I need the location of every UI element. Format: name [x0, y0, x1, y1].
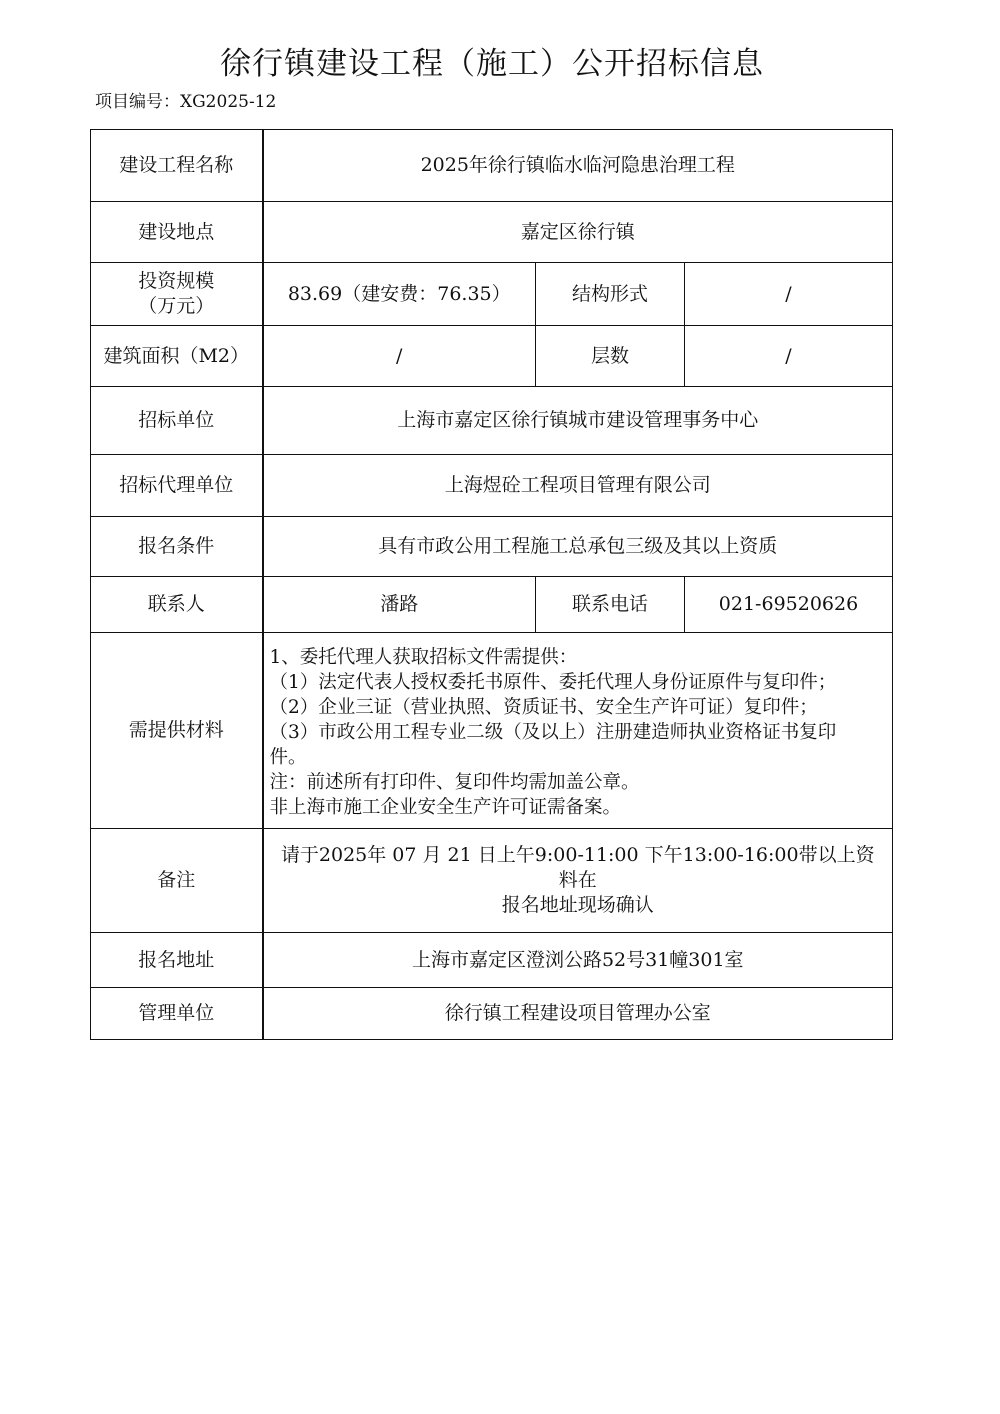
row-project-name [91, 130, 893, 202]
area-value: / [263, 326, 536, 387]
area-label: 建筑面积（M2） [91, 326, 263, 387]
project-number: 项目编号：XG2025-12 [95, 92, 277, 112]
investment-label-line2: （万元） [138, 295, 215, 317]
tender-info-table [90, 129, 893, 1040]
reg-address-value: 上海市嘉定区澄浏公路52号31幢301室 [263, 933, 893, 988]
remarks-text [263, 829, 893, 933]
investment-label [91, 263, 263, 326]
project-name-label: 建设工程名称 [91, 130, 263, 202]
materials-line: 非上海市施工企业安全生产许可证需备案。 [269, 797, 622, 818]
tender-unit-value: 上海市嘉定区徐行镇城市建设管理事务中心 [263, 387, 893, 455]
row-management [91, 988, 893, 1040]
floors-label: 层数 [536, 326, 685, 387]
agent-label: 招标代理单位 [91, 455, 263, 517]
materials-label: 需提供材料 [91, 633, 263, 829]
row-tender-unit [91, 387, 893, 455]
row-contact [91, 577, 893, 633]
materials-line: 注：前述所有打印件、复印件均需加盖公章。 [269, 772, 640, 793]
remarks-label: 备注 [91, 829, 263, 933]
row-location [91, 202, 893, 263]
structure-label: 结构形式 [536, 263, 685, 326]
requirements-label: 报名条件 [91, 517, 263, 577]
materials-line: （3）市政公用工程专业二级（及以上）注册建造师执业资格证书复印 [269, 722, 837, 743]
materials-line: （1）法定代表人授权委托书原件、委托代理人身份证原件与复印件； [269, 672, 837, 693]
row-materials [91, 633, 893, 829]
investment-value: 83.69（建安费：76.35） [263, 263, 536, 326]
remarks-line: 料在 [558, 869, 597, 891]
management-value: 徐行镇工程建设项目管理办公室 [263, 988, 893, 1040]
floors-value: / [685, 326, 893, 387]
location-label: 建设地点 [91, 202, 263, 263]
structure-value: / [685, 263, 893, 326]
contact-label: 联系人 [91, 577, 263, 633]
row-reg-address [91, 933, 893, 988]
row-remarks [91, 829, 893, 933]
phone-value: 021-69520626 [685, 577, 893, 633]
row-investment [91, 263, 893, 326]
row-requirements [91, 517, 893, 577]
contact-value: 潘路 [263, 577, 536, 633]
reg-address-label: 报名地址 [91, 933, 263, 988]
materials-line: 件。 [269, 747, 307, 768]
location-value: 嘉定区徐行镇 [263, 202, 893, 263]
project-name-value: 2025年徐行镇临水临河隐患治理工程 [263, 130, 893, 202]
document-title: 徐行镇建设工程（施工）公开招标信息 [220, 46, 764, 82]
phone-label: 联系电话 [536, 577, 685, 633]
materials-line: （2）企业三证（营业执照、资质证书、安全生产许可证）复印件； [269, 697, 818, 718]
remarks-line: 请于2025年 07 月 21 日上午9:00-11:00 下午13:00-16:00带以上资 [280, 844, 875, 866]
investment-label-line1: 投资规模 [138, 270, 215, 292]
materials-text [263, 633, 893, 829]
row-agent [91, 455, 893, 517]
tender-unit-label: 招标单位 [91, 387, 263, 455]
management-label: 管理单位 [91, 988, 263, 1040]
remarks-line: 报名地址现场确认 [501, 894, 654, 916]
row-area [91, 326, 893, 387]
materials-line: 1、委托代理人获取招标文件需提供： [269, 647, 578, 668]
agent-value: 上海煜砼工程项目管理有限公司 [263, 455, 893, 517]
requirements-value: 具有市政公用工程施工总承包三级及其以上资质 [263, 517, 893, 577]
